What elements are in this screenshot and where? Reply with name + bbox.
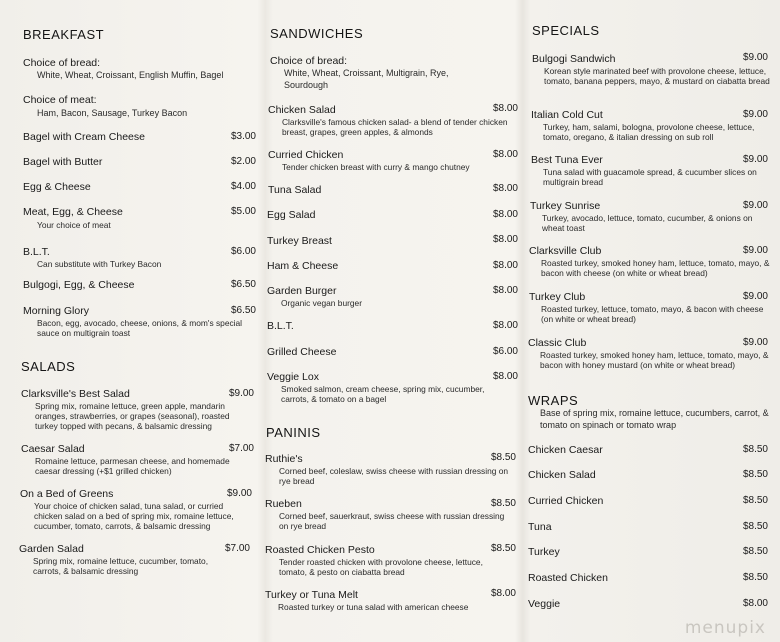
menu-item-name: B.L.T.: [23, 246, 50, 258]
menu-item-price: $8.50: [742, 546, 768, 557]
menu-item-name: Chicken Caesar: [528, 444, 603, 456]
menu-item-price: $8.50: [742, 521, 768, 532]
menu-item-price: $7.00: [228, 443, 254, 454]
menu-item-description: Smoked salmon, cream cheese, spring mix, cucumber, carrots, & tomato on a bagel: [281, 384, 485, 405]
menu-item-name: Veggie: [528, 598, 561, 610]
sandwiches-heading: SANDWICHES: [270, 26, 364, 41]
breakfast-heading: BREAKFAST: [23, 27, 105, 42]
breakfast-meat-label: Choice of meat:: [23, 94, 97, 106]
menu-item-price: $6.50: [230, 279, 256, 290]
menu-item-name: Best Tuna Ever: [531, 154, 603, 166]
menu-item-name: Ruthie's: [265, 453, 303, 465]
menu-item-name: Tuna: [528, 521, 552, 533]
menu-item-description: Roasted turkey, smoked honey ham, lettuce, tomato, mayo, & bacon with cheese (on white or wheat bread): [541, 258, 770, 279]
menu-item-name: Turkey or Tuna Melt: [265, 589, 358, 601]
menu-item-name: Roasted Chicken Pesto: [265, 544, 375, 556]
watermark: menupix: [684, 618, 766, 638]
menu-item-price: $9.00: [742, 200, 768, 211]
menu-item-description: Organic vegan burger: [281, 298, 363, 308]
menu-item-name: Chicken Salad: [268, 104, 336, 116]
menu-item-name: Clarksville Club: [529, 245, 602, 257]
menu-item-price: $9.00: [742, 245, 768, 256]
menu-item-price: $8.00: [492, 149, 518, 160]
menu-item-name: Egg Salad: [267, 209, 316, 221]
menu-column-right: [524, 0, 780, 642]
menu-item-price: $3.00: [230, 131, 256, 142]
menu-item-price: $8.50: [490, 452, 516, 463]
wraps-description: Base of spring mix, romaine lettuce, cucumbers, carrot, & tomato on spinach or tomato wrap: [540, 408, 769, 430]
menu-item-price: $9.00: [742, 109, 768, 120]
menu-item-price: $8.00: [492, 320, 518, 331]
menu-item-price: $8.00: [492, 103, 518, 114]
menu-item-price: $9.00: [742, 52, 768, 63]
menu-item-name: Grilled Cheese: [267, 346, 337, 358]
breakfast-meat-options: Ham, Bacon, Sausage, Turkey Bacon: [37, 108, 188, 118]
menu-item-price: $2.00: [230, 156, 256, 167]
menu-item-description: Bacon, egg, avocado, cheese, onions, & mom's special sauce on multigrain toast: [37, 318, 243, 339]
menu-item-price: $9.00: [226, 488, 252, 499]
menu-item-name: On a Bed of Greens: [20, 488, 114, 500]
wraps-heading: WRAPS: [528, 393, 579, 408]
menu-item-name: Curried Chicken: [528, 495, 604, 507]
menu-item-description: Tender roasted chicken with provolone cheese, lettuce, tomato, & pesto on ciabatta bread: [279, 557, 483, 578]
menu-item-name: Italian Cold Cut: [531, 109, 603, 121]
menu-item-name: Bulgogi Sandwich: [532, 53, 616, 65]
menu-item-name: Turkey: [528, 546, 560, 558]
menu-item-description: Tuna salad with guacamole spread, & cucumber slices on multigrain bread: [543, 167, 757, 188]
menu-item-price: $8.00: [492, 183, 518, 194]
menu-item-price: $7.00: [224, 543, 250, 554]
menu-item-price: $8.50: [742, 469, 768, 480]
menu-item-name: Clarksville's Best Salad: [21, 388, 130, 400]
menu-item-name: Turkey Club: [529, 291, 586, 303]
menu-item-name: Curried Chicken: [268, 149, 344, 161]
breakfast-bread-options: White, Wheat, Croissant, English Muffin, Bagel: [37, 70, 224, 80]
menu-item-price: $8.00: [742, 598, 768, 609]
salads-heading: SALADS: [21, 359, 76, 374]
menu-item-description: Spring mix, romaine lettuce, cucumber, tomato, carrots, & balsamic dressing: [33, 556, 209, 577]
paninis-heading: PANINIS: [266, 425, 321, 440]
menu-item-price: $8.50: [742, 572, 768, 583]
menu-item-price: $9.00: [742, 291, 768, 302]
menu-item-price: $5.00: [230, 206, 256, 217]
menu-item-price: $8.00: [492, 260, 518, 271]
menu-item-description: Roasted turkey, lettuce, tomato, mayo, & bacon with cheese (on white or wheat bread): [541, 304, 764, 325]
menu-item-description: Romaine lettuce, parmesan cheese, and homemade caesar dressing (+$1 grilled chicken): [35, 456, 230, 477]
menu-item-price: $6.50: [230, 305, 256, 316]
menu-item-name: Garden Salad: [19, 543, 84, 555]
breakfast-bread-label: Choice of bread:: [23, 57, 101, 69]
menu-item-name: Turkey Breast: [267, 235, 332, 247]
menu-item-name: Turkey Sunrise: [530, 200, 601, 212]
specials-heading: SPECIALS: [532, 23, 600, 38]
menu-item-description: Roasted turkey or tuna salad with american cheese: [278, 602, 469, 612]
menu-item-price: $8.50: [742, 495, 768, 506]
menu-item-description: Your choice of chicken salad, tuna salad, or curried chicken salad on a bed of spring mix, romaine lettuce, cucumber, tomato, carrots, & balsamic dressing: [34, 501, 234, 532]
menu-item-name: B.L.T.: [267, 320, 294, 332]
menu-item-description: Clarksville's famous chicken salad- a blend of tender chicken breast, grapes, green apples, & almonds: [282, 117, 508, 138]
menu-item-price: $4.00: [230, 181, 256, 192]
menu-item-description: Can substitute with Turkey Bacon: [37, 259, 162, 269]
sandwiches-bread-options: White, Wheat, Croissant, Multigrain, Rye, Sourdough: [284, 68, 449, 90]
menu-item-price: $8.50: [490, 543, 516, 554]
menu-item-name: Tuna Salad: [268, 184, 322, 196]
sandwiches-bread-label: Choice of bread:: [270, 55, 348, 67]
menu-item-description: Corned beef, coleslaw, swiss cheese with russian dressing on rye bread: [279, 466, 509, 487]
menu-item-price: $6.00: [230, 246, 256, 257]
menu-item-name: Caesar Salad: [21, 443, 85, 455]
menu-item-price: $8.00: [492, 285, 518, 296]
menu-item-description: Turkey, ham, salami, bologna, provolone cheese, lettuce, tomato, oregano, & italian dressing on sub roll: [543, 122, 755, 143]
menu-column-left: [0, 0, 262, 642]
menu-item-price: $9.00: [742, 337, 768, 348]
menu-item-description: Your choice of meat: [37, 220, 111, 230]
menu-item-name: Morning Glory: [23, 305, 89, 317]
menu-item-description: Corned beef, sauerkraut, swiss cheese with russian dressing on rye bread: [279, 511, 505, 532]
menu-item-name: Bulgogi, Egg, & Cheese: [23, 279, 135, 291]
menu-item-price: $8.50: [742, 444, 768, 455]
menu-item-description: Korean style marinated beef with provolone cheese, lettuce, tomato, banana peppers, mayo, & mustard on ciabatta bread: [544, 66, 770, 87]
menu-item-price: $8.00: [492, 371, 518, 382]
menu-item-description: Spring mix, romaine lettuce, green apple, mandarin oranges, strawberries, or grapes (seasonal), roasted turkey topped with pecans, & balsamic dressing: [35, 401, 230, 432]
menu-item-name: Veggie Lox: [267, 371, 319, 383]
menu-item-name: Egg & Cheese: [23, 181, 91, 193]
menu-item-description: Turkey, avocado, lettuce, tomato, cucumber, & onions on wheat toast: [542, 213, 753, 234]
menu-item-name: Roasted Chicken: [528, 572, 608, 584]
menu-item-price: $8.50: [490, 498, 516, 509]
menu-item-name: Meat, Egg, & Cheese: [23, 206, 123, 218]
menu-item-name: Classic Club: [528, 337, 587, 349]
menu-item-name: Garden Burger: [267, 285, 337, 297]
menu-item-price: $9.00: [228, 388, 254, 399]
menu-item-price: $6.00: [492, 346, 518, 357]
menu-item-description: Tender chicken breast with curry & mango chutney: [282, 162, 470, 172]
menu-item-name: Bagel with Cream Cheese: [23, 131, 145, 143]
menu-item-name: Rueben: [265, 498, 302, 510]
menu-item-name: Ham & Cheese: [267, 260, 339, 272]
menu-item-name: Bagel with Butter: [23, 156, 103, 168]
menu-item-description: Roasted turkey, smoked honey ham, lettuce, tomato, mayo, & bacon with honey mustard (on white or wheat bread): [540, 350, 769, 371]
menu-column-middle: [262, 0, 524, 642]
menu-item-price: $8.00: [492, 209, 518, 220]
menu-item-price: $8.00: [492, 234, 518, 245]
menu-item-price: $9.00: [742, 154, 768, 165]
menu-item-price: $8.00: [490, 588, 516, 599]
menu-item-name: Chicken Salad: [528, 469, 596, 481]
